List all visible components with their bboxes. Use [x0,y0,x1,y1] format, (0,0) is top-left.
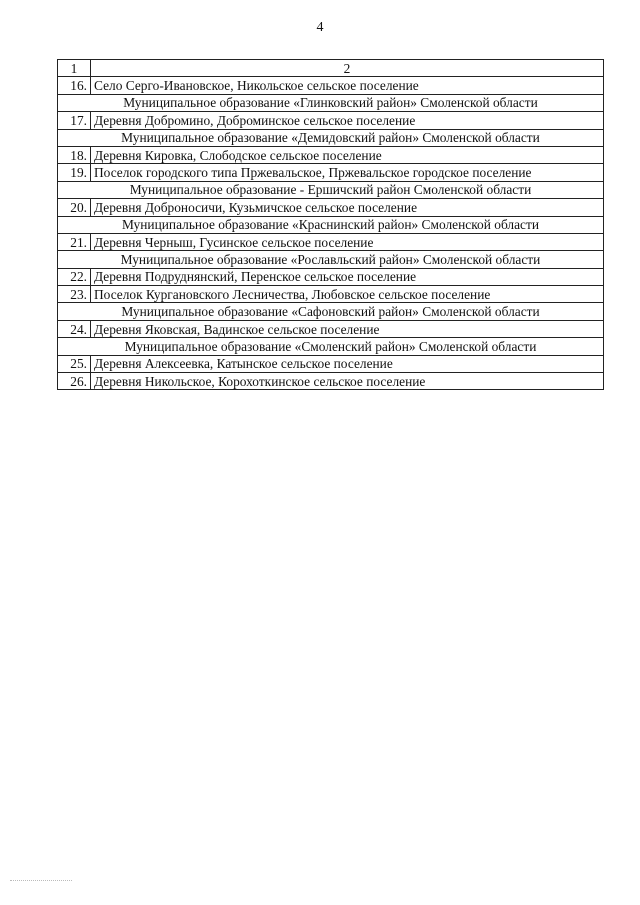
row-text: Деревня Подруднянский, Перенское сельское поселение [91,268,604,285]
section-title: Муниципальное образование «Сафоновский район» Смоленской области [58,303,604,320]
row-number: 25. [58,355,91,372]
table-row [58,233,604,250]
row-text: Деревня Яковская, Вадинское сельское поселение [91,320,604,337]
table-row [58,355,604,372]
row-number: 19. [58,164,91,181]
section-title: Муниципальное образование «Смоленский район» Смоленской области [58,338,604,355]
row-number: 17. [58,112,91,129]
table-row [58,146,604,163]
section-row [58,251,604,268]
section-row [58,94,604,111]
table-row [58,199,604,216]
row-number: 21. [58,233,91,250]
row-number: 22. [58,268,91,285]
row-text: Деревня Добромино, Доброминское сельское поселение [91,112,604,129]
section-row [58,216,604,233]
row-number: 16. [58,77,91,94]
table-row [58,320,604,337]
row-text: Поселок Кургановского Лесничества, Любовское сельское поселение [91,286,604,303]
row-number: 23. [58,286,91,303]
section-row [58,181,604,198]
column-number-header: 1 [58,60,91,77]
row-text: Поселок городского типа Пржевальское, Пржевальское городское поселение [91,164,604,181]
column-name-header: 2 [91,60,604,77]
table-row [58,373,604,390]
section-title: Муниципальное образование «Краснинский район» Смоленской области [58,216,604,233]
settlements-table [57,59,604,390]
row-text: Деревня Доброносичи, Кузьмичское сельское поселение [91,199,604,216]
section-row [58,129,604,146]
row-number: 26. [58,373,91,390]
table-header-row [58,60,604,77]
table-row [58,286,604,303]
table-row [58,164,604,181]
scan-edge-mark [10,880,72,881]
section-title: Муниципальное образование «Демидовский район» Смоленской области [58,129,604,146]
row-number: 20. [58,199,91,216]
row-number: 18. [58,146,91,163]
section-row [58,303,604,320]
row-text: Село Серго-Ивановское, Никольское сельское поселение [91,77,604,94]
section-row [58,338,604,355]
page-number: 4 [316,20,324,35]
row-text: Деревня Алексеевка, Катынское сельское поселение [91,355,604,372]
row-number: 24. [58,320,91,337]
section-title: Муниципальное образование «Глинковский район» Смоленской области [58,94,604,111]
section-title: Муниципальное образование - Ершичский район Смоленской области [58,181,604,198]
row-text: Деревня Кировка, Слободское сельское поселение [91,146,604,163]
table-row [58,77,604,94]
row-text: Деревня Никольское, Корохоткинское сельское поселение [91,373,604,390]
table-row [58,268,604,285]
section-title: Муниципальное образование «Рославльский район» Смоленской области [58,251,604,268]
row-text: Деревня Черныш, Гусинское сельское поселение [91,233,604,250]
table-row [58,112,604,129]
